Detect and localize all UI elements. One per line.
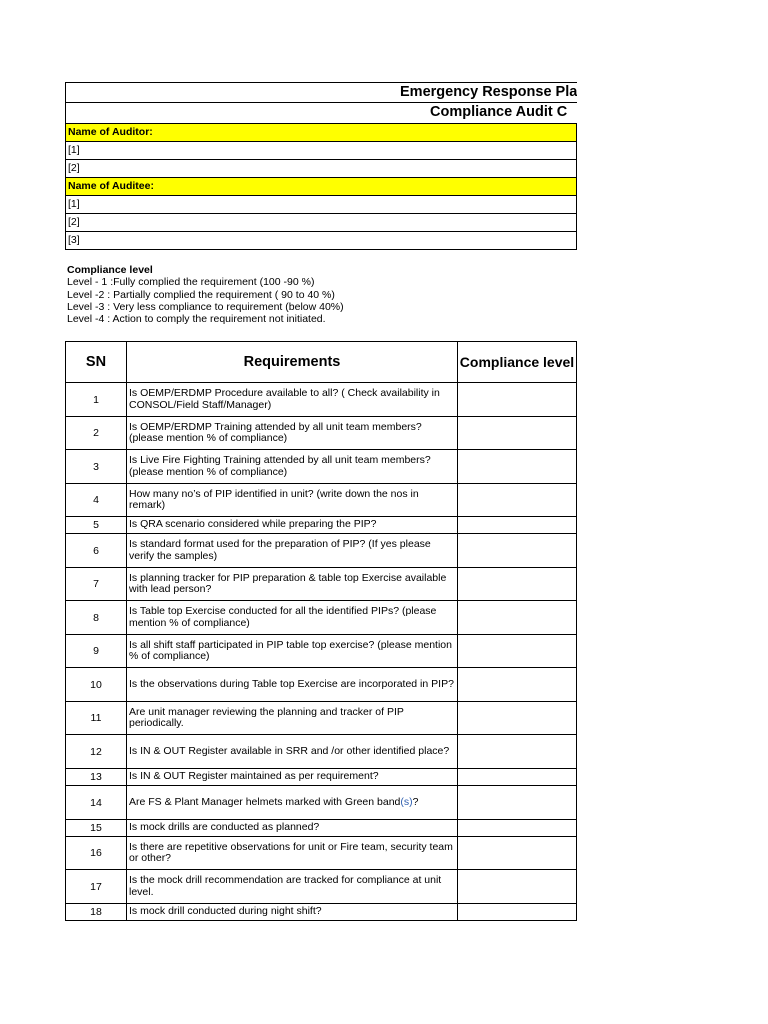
- requirement-text: How many no’s of PIP identified in unit? (write down the nos in remark): [127, 484, 458, 517]
- title-line-2: Compliance Audit C: [430, 104, 568, 120]
- row-number: 8: [66, 601, 127, 635]
- requirement-text: Are FS & Plant Manager helmets marked with Green band(s)?: [127, 786, 458, 820]
- auditee-entry[interactable]: [1]: [65, 196, 577, 214]
- auditee-entry[interactable]: [2]: [65, 214, 577, 232]
- legend-level: Level -2 : Partially complied the requirement ( 90 to 40 %): [67, 288, 335, 301]
- table-row: [66, 820, 577, 837]
- compliance-cell[interactable]: [458, 870, 577, 904]
- compliance-cell[interactable]: [458, 904, 577, 921]
- compliance-cell[interactable]: [458, 786, 577, 820]
- requirement-text: Is standard format used for the preparation of PIP? (If yes please verify the samples): [127, 534, 458, 568]
- compliance-cell[interactable]: [458, 702, 577, 735]
- compliance-cell[interactable]: [458, 769, 577, 786]
- compliance-cell[interactable]: [458, 635, 577, 668]
- compliance-cell[interactable]: [458, 568, 577, 601]
- title-line-1: Emergency Response Pla: [400, 84, 577, 100]
- legend-level: Level - 1 :Fully complied the requirement (100 -90 %): [67, 276, 315, 289]
- row-number: 17: [66, 870, 127, 904]
- compliance-cell[interactable]: [458, 383, 577, 417]
- compliance-cell[interactable]: [458, 517, 577, 534]
- row-number: 10: [66, 668, 127, 702]
- compliance-cell[interactable]: [458, 417, 577, 450]
- table-row: [66, 601, 577, 635]
- requirements-body: [66, 383, 577, 921]
- title-row-2: [65, 103, 577, 124]
- compliance-header: Compliance level: [458, 342, 577, 383]
- table-row: [66, 904, 577, 921]
- table-row: [66, 484, 577, 517]
- table-row: [66, 417, 577, 450]
- table-row: [66, 769, 577, 786]
- row-number: 12: [66, 735, 127, 769]
- row-number: 1: [66, 383, 127, 417]
- row-number: 2: [66, 417, 127, 450]
- row-number: 6: [66, 534, 127, 568]
- row-number: 7: [66, 568, 127, 601]
- auditee-label: Name of Auditee:: [65, 178, 577, 196]
- table-row: [66, 568, 577, 601]
- row-number: 3: [66, 450, 127, 484]
- table-row: [66, 534, 577, 568]
- requirement-text: Is OEMP/ERDMP Training attended by all unit team members? (please mention % of compliance): [127, 417, 458, 450]
- table-row: [66, 786, 577, 820]
- row-number: 14: [66, 786, 127, 820]
- auditor-entry[interactable]: [1]: [65, 142, 577, 160]
- requirement-text: Is Live Fire Fighting Training attended by all unit team members? (please mention % of compliance): [127, 450, 458, 484]
- requirement-text: Is Table top Exercise conducted for all the identified PIPs? (please mention % of compliance): [127, 601, 458, 635]
- row-number: 13: [66, 769, 127, 786]
- title-row-1: [65, 82, 577, 103]
- row-number: 16: [66, 837, 127, 870]
- table-row: [66, 383, 577, 417]
- requirement-text: Is mock drills are conducted as planned?: [127, 820, 458, 837]
- legend-level: Level -4 : Action to comply the requirement not initiated.: [67, 313, 326, 326]
- requirement-text: Are unit manager reviewing the planning and tracker of PIP periodically.: [127, 702, 458, 735]
- sheet-header: [65, 82, 577, 250]
- requirement-text: Is all shift staff participated in PIP table top exercise? (please mention % of compliance): [127, 635, 458, 668]
- row-number: 18: [66, 904, 127, 921]
- requirement-text: Is there are repetitive observations for unit or Fire team, security team or other?: [127, 837, 458, 870]
- auditor-label: Name of Auditor:: [65, 124, 577, 142]
- row-number: 11: [66, 702, 127, 735]
- compliance-cell[interactable]: [458, 668, 577, 702]
- compliance-cell[interactable]: [458, 534, 577, 568]
- legend-heading: Compliance level: [67, 264, 153, 276]
- requirement-text: Is the mock drill recommendation are tracked for compliance at unit level.: [127, 870, 458, 904]
- table-row: [66, 450, 577, 484]
- requirement-text: Is IN & OUT Register available in SRR and /or other identified place?: [127, 735, 458, 769]
- auditee-entry[interactable]: [3]: [65, 232, 577, 250]
- requirements-header: Requirements: [127, 342, 458, 383]
- row-number: 9: [66, 635, 127, 668]
- table-row: [66, 870, 577, 904]
- auditor-entry[interactable]: [2]: [65, 160, 577, 178]
- requirement-text: Is QRA scenario considered while preparing the PIP?: [127, 517, 458, 534]
- compliance-cell[interactable]: [458, 735, 577, 769]
- row-number: 15: [66, 820, 127, 837]
- requirement-text: Is OEMP/ERDMP Procedure available to all? ( Check availability in CONSOL/Field Staff/Manager): [127, 383, 458, 417]
- row-number: 4: [66, 484, 127, 517]
- requirement-text: Is mock drill conducted during night shift?: [127, 904, 458, 921]
- table-row: [66, 702, 577, 735]
- requirement-text: Is planning tracker for PIP preparation & table top Exercise available with lead person?: [127, 568, 458, 601]
- table-row: [66, 635, 577, 668]
- compliance-cell[interactable]: [458, 837, 577, 870]
- compliance-legend: [67, 264, 344, 325]
- table-row: [66, 668, 577, 702]
- sn-header: SN: [66, 342, 127, 383]
- requirements-table: [65, 341, 577, 921]
- compliance-cell[interactable]: [458, 601, 577, 635]
- requirement-text: Is the observations during Table top Exercise are incorporated in PIP?: [127, 668, 458, 702]
- table-header-row: [66, 342, 577, 383]
- table-row: [66, 837, 577, 870]
- compliance-cell[interactable]: [458, 484, 577, 517]
- table-row: [66, 517, 577, 534]
- requirement-text: Is IN & OUT Register maintained as per requirement?: [127, 769, 458, 786]
- row-number: 5: [66, 517, 127, 534]
- compliance-cell[interactable]: [458, 450, 577, 484]
- legend-level: Level -3 : Very less compliance to requirement (below 40%): [67, 300, 344, 313]
- compliance-cell[interactable]: [458, 820, 577, 837]
- table-row: [66, 735, 577, 769]
